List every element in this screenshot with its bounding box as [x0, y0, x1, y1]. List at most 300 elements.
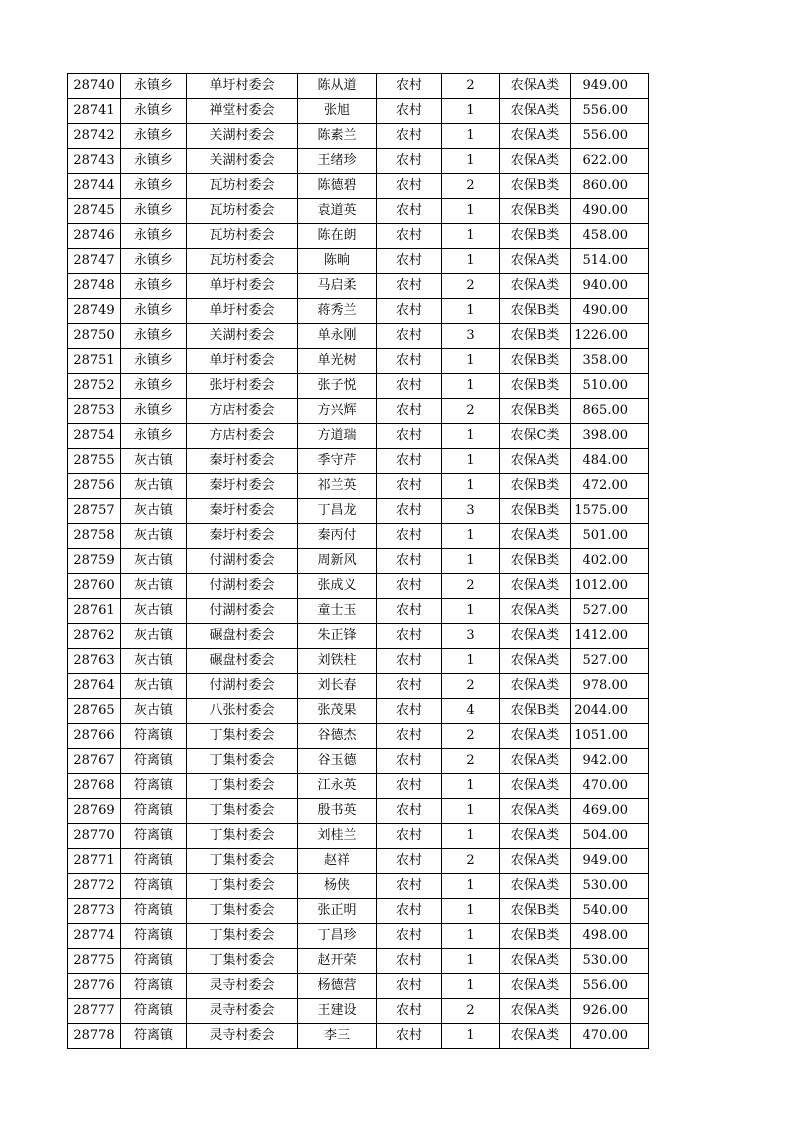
insurance-category-cell: 农保B类: [500, 324, 571, 349]
town-cell: 灰古镇: [121, 649, 187, 674]
table-row: [68, 749, 649, 774]
town-cell: 符离镇: [121, 1024, 187, 1049]
person-name-cell: 张茂果: [298, 699, 377, 724]
town-cell: 永镇乡: [121, 374, 187, 399]
record-id-cell: 28751: [68, 349, 121, 374]
area-type-cell: 农村: [377, 649, 442, 674]
household-count-cell: 1: [442, 599, 500, 624]
record-id-cell: 28766: [68, 724, 121, 749]
household-count-cell: 2: [442, 574, 500, 599]
town-cell: 符离镇: [121, 849, 187, 874]
person-name-cell: 陈素兰: [298, 124, 377, 149]
household-count-cell: 3: [442, 499, 500, 524]
person-name-cell: 江永英: [298, 774, 377, 799]
household-count-cell: 3: [442, 324, 500, 349]
village-committee-cell: 丁集村委会: [187, 899, 298, 924]
village-committee-cell: 瓦坊村委会: [187, 174, 298, 199]
person-name-cell: 马启柔: [298, 274, 377, 299]
record-id-cell: 28755: [68, 449, 121, 474]
area-type-cell: 农村: [377, 674, 442, 699]
town-cell: 符离镇: [121, 774, 187, 799]
amount-cell: 1226.00: [571, 324, 649, 349]
insurance-category-cell: 农保A类: [500, 1024, 571, 1049]
table-row: [68, 499, 649, 524]
insurance-category-cell: 农保B类: [500, 474, 571, 499]
person-name-cell: 周新风: [298, 549, 377, 574]
amount-cell: 978.00: [571, 674, 649, 699]
town-cell: 永镇乡: [121, 149, 187, 174]
record-id-cell: 28760: [68, 574, 121, 599]
village-committee-cell: 灵寺村委会: [187, 1024, 298, 1049]
town-cell: 灰古镇: [121, 699, 187, 724]
household-count-cell: 1: [442, 524, 500, 549]
town-cell: 永镇乡: [121, 299, 187, 324]
table-row: [68, 299, 649, 324]
town-cell: 灰古镇: [121, 524, 187, 549]
town-cell: 灰古镇: [121, 574, 187, 599]
amount-cell: 2044.00: [571, 699, 649, 724]
household-count-cell: 1: [442, 349, 500, 374]
amount-cell: 556.00: [571, 124, 649, 149]
village-committee-cell: 单圩村委会: [187, 74, 298, 99]
town-cell: 永镇乡: [121, 124, 187, 149]
person-name-cell: 陈从道: [298, 74, 377, 99]
village-committee-cell: 秦圩村委会: [187, 499, 298, 524]
table-row: [68, 224, 649, 249]
village-committee-cell: 碾盘村委会: [187, 649, 298, 674]
person-name-cell: 祁兰英: [298, 474, 377, 499]
record-id-cell: 28778: [68, 1024, 121, 1049]
table-row: [68, 874, 649, 899]
record-id-cell: 28759: [68, 549, 121, 574]
record-id-cell: 28753: [68, 399, 121, 424]
area-type-cell: 农村: [377, 524, 442, 549]
village-committee-cell: 单圩村委会: [187, 299, 298, 324]
household-count-cell: 1: [442, 949, 500, 974]
amount-cell: 501.00: [571, 524, 649, 549]
record-id-cell: 28742: [68, 124, 121, 149]
village-committee-cell: 丁集村委会: [187, 949, 298, 974]
town-cell: 灰古镇: [121, 474, 187, 499]
area-type-cell: 农村: [377, 999, 442, 1024]
amount-cell: 540.00: [571, 899, 649, 924]
amount-cell: 530.00: [571, 949, 649, 974]
record-id-cell: 28763: [68, 649, 121, 674]
town-cell: 永镇乡: [121, 199, 187, 224]
household-count-cell: 1: [442, 249, 500, 274]
town-cell: 灰古镇: [121, 549, 187, 574]
area-type-cell: 农村: [377, 424, 442, 449]
area-type-cell: 农村: [377, 224, 442, 249]
record-id-cell: 28768: [68, 774, 121, 799]
record-id-cell: 28776: [68, 974, 121, 999]
village-committee-cell: 付湖村委会: [187, 674, 298, 699]
household-count-cell: 1: [442, 1024, 500, 1049]
household-count-cell: 2: [442, 399, 500, 424]
person-name-cell: 陈晌: [298, 249, 377, 274]
person-name-cell: 杨德营: [298, 974, 377, 999]
table-row: [68, 624, 649, 649]
insurance-category-cell: 农保A类: [500, 624, 571, 649]
household-count-cell: 2: [442, 849, 500, 874]
village-committee-cell: 丁集村委会: [187, 924, 298, 949]
amount-cell: 490.00: [571, 199, 649, 224]
person-name-cell: 朱正锋: [298, 624, 377, 649]
household-count-cell: 2: [442, 274, 500, 299]
village-committee-cell: 丁集村委会: [187, 724, 298, 749]
table-row: [68, 549, 649, 574]
table-row: [68, 124, 649, 149]
person-name-cell: 谷玉德: [298, 749, 377, 774]
record-id-cell: 28765: [68, 699, 121, 724]
town-cell: 符离镇: [121, 799, 187, 824]
village-committee-cell: 瓦坊村委会: [187, 224, 298, 249]
area-type-cell: 农村: [377, 124, 442, 149]
table-row: [68, 974, 649, 999]
table-row: [68, 649, 649, 674]
amount-cell: 926.00: [571, 999, 649, 1024]
village-committee-cell: 方店村委会: [187, 399, 298, 424]
area-type-cell: 农村: [377, 549, 442, 574]
table-row: [68, 774, 649, 799]
household-count-cell: 1: [442, 974, 500, 999]
person-name-cell: 赵祥: [298, 849, 377, 874]
person-name-cell: 张旭: [298, 99, 377, 124]
insurance-category-cell: 农保B类: [500, 549, 571, 574]
person-name-cell: 王建设: [298, 999, 377, 1024]
amount-cell: 860.00: [571, 174, 649, 199]
household-count-cell: 1: [442, 549, 500, 574]
person-name-cell: 蒋秀兰: [298, 299, 377, 324]
insurance-category-cell: 农保A类: [500, 124, 571, 149]
table-row: [68, 149, 649, 174]
table-row: [68, 799, 649, 824]
person-name-cell: 杨侠: [298, 874, 377, 899]
town-cell: 灰古镇: [121, 624, 187, 649]
record-id-cell: 28754: [68, 424, 121, 449]
insurance-category-cell: 农保A类: [500, 874, 571, 899]
household-count-cell: 1: [442, 224, 500, 249]
amount-cell: 470.00: [571, 1024, 649, 1049]
insurance-category-cell: 农保A类: [500, 524, 571, 549]
amount-cell: 527.00: [571, 599, 649, 624]
household-count-cell: 1: [442, 474, 500, 499]
town-cell: 永镇乡: [121, 224, 187, 249]
household-count-cell: 1: [442, 924, 500, 949]
household-count-cell: 3: [442, 624, 500, 649]
area-type-cell: 农村: [377, 824, 442, 849]
record-id-cell: 28752: [68, 374, 121, 399]
person-name-cell: 季守芹: [298, 449, 377, 474]
amount-cell: 556.00: [571, 99, 649, 124]
amount-cell: 1412.00: [571, 624, 649, 649]
household-count-cell: 4: [442, 699, 500, 724]
village-committee-cell: 碾盘村委会: [187, 624, 298, 649]
village-committee-cell: 丁集村委会: [187, 749, 298, 774]
record-id-cell: 28773: [68, 899, 121, 924]
insurance-category-cell: 农保A类: [500, 974, 571, 999]
village-committee-cell: 禅堂村委会: [187, 99, 298, 124]
table-row: [68, 174, 649, 199]
village-committee-cell: 付湖村委会: [187, 549, 298, 574]
person-name-cell: 单光树: [298, 349, 377, 374]
person-name-cell: 丁昌龙: [298, 499, 377, 524]
town-cell: 永镇乡: [121, 174, 187, 199]
area-type-cell: 农村: [377, 149, 442, 174]
amount-cell: 527.00: [571, 649, 649, 674]
area-type-cell: 农村: [377, 574, 442, 599]
area-type-cell: 农村: [377, 724, 442, 749]
table-row: [68, 599, 649, 624]
town-cell: 符离镇: [121, 824, 187, 849]
town-cell: 符离镇: [121, 749, 187, 774]
record-id-cell: 28758: [68, 524, 121, 549]
records-table: [67, 73, 649, 1049]
household-count-cell: 1: [442, 99, 500, 124]
area-type-cell: 农村: [377, 74, 442, 99]
record-id-cell: 28744: [68, 174, 121, 199]
amount-cell: 942.00: [571, 749, 649, 774]
table-row: [68, 274, 649, 299]
person-name-cell: 陈在朗: [298, 224, 377, 249]
village-committee-cell: 瓦坊村委会: [187, 249, 298, 274]
insurance-category-cell: 农保B类: [500, 399, 571, 424]
village-committee-cell: 灵寺村委会: [187, 974, 298, 999]
area-type-cell: 农村: [377, 1024, 442, 1049]
table-row: [68, 74, 649, 99]
amount-cell: 865.00: [571, 399, 649, 424]
insurance-category-cell: 农保B类: [500, 299, 571, 324]
insurance-category-cell: 农保B类: [500, 374, 571, 399]
table-row: [68, 724, 649, 749]
area-type-cell: 农村: [377, 499, 442, 524]
area-type-cell: 农村: [377, 849, 442, 874]
village-committee-cell: 灵寺村委会: [187, 999, 298, 1024]
household-count-cell: 1: [442, 824, 500, 849]
town-cell: 灰古镇: [121, 599, 187, 624]
amount-cell: 1575.00: [571, 499, 649, 524]
record-id-cell: 28770: [68, 824, 121, 849]
area-type-cell: 农村: [377, 599, 442, 624]
record-id-cell: 28745: [68, 199, 121, 224]
village-committee-cell: 关湖村委会: [187, 124, 298, 149]
village-committee-cell: 关湖村委会: [187, 324, 298, 349]
village-committee-cell: 关湖村委会: [187, 149, 298, 174]
person-name-cell: 单永刚: [298, 324, 377, 349]
table-row: [68, 249, 649, 274]
village-committee-cell: 秦圩村委会: [187, 474, 298, 499]
person-name-cell: 童士玉: [298, 599, 377, 624]
insurance-category-cell: 农保A类: [500, 749, 571, 774]
insurance-category-cell: 农保A类: [500, 949, 571, 974]
amount-cell: 498.00: [571, 924, 649, 949]
person-name-cell: 袁道英: [298, 199, 377, 224]
amount-cell: 556.00: [571, 974, 649, 999]
town-cell: 永镇乡: [121, 424, 187, 449]
person-name-cell: 赵开荣: [298, 949, 377, 974]
record-id-cell: 28762: [68, 624, 121, 649]
table-row: [68, 399, 649, 424]
insurance-category-cell: 农保A类: [500, 149, 571, 174]
table-row: [68, 1024, 649, 1049]
table-row: [68, 574, 649, 599]
person-name-cell: 殷书英: [298, 799, 377, 824]
record-id-cell: 28748: [68, 274, 121, 299]
household-count-cell: 2: [442, 724, 500, 749]
household-count-cell: 2: [442, 999, 500, 1024]
village-committee-cell: 丁集村委会: [187, 799, 298, 824]
amount-cell: 504.00: [571, 824, 649, 849]
person-name-cell: 谷德杰: [298, 724, 377, 749]
amount-cell: 510.00: [571, 374, 649, 399]
village-committee-cell: 丁集村委会: [187, 849, 298, 874]
household-count-cell: 1: [442, 124, 500, 149]
area-type-cell: 农村: [377, 949, 442, 974]
insurance-category-cell: 农保B类: [500, 199, 571, 224]
insurance-category-cell: 农保A类: [500, 824, 571, 849]
record-id-cell: 28772: [68, 874, 121, 899]
record-id-cell: 28771: [68, 849, 121, 874]
household-count-cell: 1: [442, 874, 500, 899]
record-id-cell: 28749: [68, 299, 121, 324]
village-committee-cell: 付湖村委会: [187, 599, 298, 624]
area-type-cell: 农村: [377, 699, 442, 724]
person-name-cell: 李三: [298, 1024, 377, 1049]
records-table-body: [68, 74, 649, 1049]
village-committee-cell: 八张村委会: [187, 699, 298, 724]
amount-cell: 469.00: [571, 799, 649, 824]
amount-cell: 1012.00: [571, 574, 649, 599]
amount-cell: 490.00: [571, 299, 649, 324]
person-name-cell: 方兴辉: [298, 399, 377, 424]
village-committee-cell: 丁集村委会: [187, 824, 298, 849]
household-count-cell: 1: [442, 799, 500, 824]
table-row: [68, 374, 649, 399]
area-type-cell: 农村: [377, 749, 442, 774]
record-id-cell: 28756: [68, 474, 121, 499]
insurance-category-cell: 农保A类: [500, 799, 571, 824]
table-row: [68, 699, 649, 724]
insurance-category-cell: 农保B类: [500, 174, 571, 199]
table-row: [68, 999, 649, 1024]
town-cell: 灰古镇: [121, 674, 187, 699]
area-type-cell: 农村: [377, 249, 442, 274]
insurance-category-cell: 农保A类: [500, 724, 571, 749]
insurance-category-cell: 农保B类: [500, 699, 571, 724]
household-count-cell: 1: [442, 374, 500, 399]
town-cell: 灰古镇: [121, 449, 187, 474]
person-name-cell: 秦丙付: [298, 524, 377, 549]
town-cell: 符离镇: [121, 724, 187, 749]
area-type-cell: 农村: [377, 924, 442, 949]
table-row: [68, 449, 649, 474]
record-id-cell: 28761: [68, 599, 121, 624]
person-name-cell: 刘长春: [298, 674, 377, 699]
area-type-cell: 农村: [377, 874, 442, 899]
town-cell: 灰古镇: [121, 499, 187, 524]
household-count-cell: 1: [442, 899, 500, 924]
town-cell: 符离镇: [121, 949, 187, 974]
table-row: [68, 849, 649, 874]
village-committee-cell: 单圩村委会: [187, 274, 298, 299]
village-committee-cell: 丁集村委会: [187, 874, 298, 899]
household-count-cell: 2: [442, 674, 500, 699]
amount-cell: 940.00: [571, 274, 649, 299]
amount-cell: 949.00: [571, 74, 649, 99]
household-count-cell: 2: [442, 74, 500, 99]
record-id-cell: 28743: [68, 149, 121, 174]
table-row: [68, 324, 649, 349]
village-committee-cell: 秦圩村委会: [187, 524, 298, 549]
village-committee-cell: 单圩村委会: [187, 349, 298, 374]
amount-cell: 402.00: [571, 549, 649, 574]
person-name-cell: 张正明: [298, 899, 377, 924]
town-cell: 符离镇: [121, 974, 187, 999]
person-name-cell: 王绪珍: [298, 149, 377, 174]
household-count-cell: 1: [442, 199, 500, 224]
table-row: [68, 199, 649, 224]
area-type-cell: 农村: [377, 299, 442, 324]
insurance-category-cell: 农保B类: [500, 899, 571, 924]
amount-cell: 458.00: [571, 224, 649, 249]
record-id-cell: 28775: [68, 949, 121, 974]
town-cell: 符离镇: [121, 999, 187, 1024]
village-committee-cell: 付湖村委会: [187, 574, 298, 599]
person-name-cell: 刘铁柱: [298, 649, 377, 674]
person-name-cell: 丁昌珍: [298, 924, 377, 949]
insurance-category-cell: 农保C类: [500, 424, 571, 449]
area-type-cell: 农村: [377, 899, 442, 924]
town-cell: 永镇乡: [121, 74, 187, 99]
table-row: [68, 949, 649, 974]
record-id-cell: 28747: [68, 249, 121, 274]
person-name-cell: 方道瑞: [298, 424, 377, 449]
insurance-category-cell: 农保A类: [500, 599, 571, 624]
town-cell: 永镇乡: [121, 274, 187, 299]
village-committee-cell: 方店村委会: [187, 424, 298, 449]
area-type-cell: 农村: [377, 474, 442, 499]
town-cell: 永镇乡: [121, 324, 187, 349]
amount-cell: 622.00: [571, 149, 649, 174]
village-committee-cell: 丁集村委会: [187, 774, 298, 799]
area-type-cell: 农村: [377, 449, 442, 474]
area-type-cell: 农村: [377, 774, 442, 799]
table-row: [68, 99, 649, 124]
insurance-category-cell: 农保A类: [500, 674, 571, 699]
insurance-category-cell: 农保A类: [500, 449, 571, 474]
record-id-cell: 28774: [68, 924, 121, 949]
area-type-cell: 农村: [377, 174, 442, 199]
table-row: [68, 474, 649, 499]
area-type-cell: 农村: [377, 974, 442, 999]
insurance-category-cell: 农保A类: [500, 649, 571, 674]
insurance-category-cell: 农保B类: [500, 499, 571, 524]
amount-cell: 470.00: [571, 774, 649, 799]
insurance-category-cell: 农保A类: [500, 999, 571, 1024]
town-cell: 符离镇: [121, 874, 187, 899]
household-count-cell: 1: [442, 299, 500, 324]
village-committee-cell: 瓦坊村委会: [187, 199, 298, 224]
record-id-cell: 28746: [68, 224, 121, 249]
area-type-cell: 农村: [377, 274, 442, 299]
insurance-category-cell: 农保A类: [500, 99, 571, 124]
table-row: [68, 349, 649, 374]
household-count-cell: 1: [442, 774, 500, 799]
amount-cell: 530.00: [571, 874, 649, 899]
insurance-category-cell: 农保A类: [500, 574, 571, 599]
insurance-category-cell: 农保B类: [500, 224, 571, 249]
table-row: [68, 824, 649, 849]
